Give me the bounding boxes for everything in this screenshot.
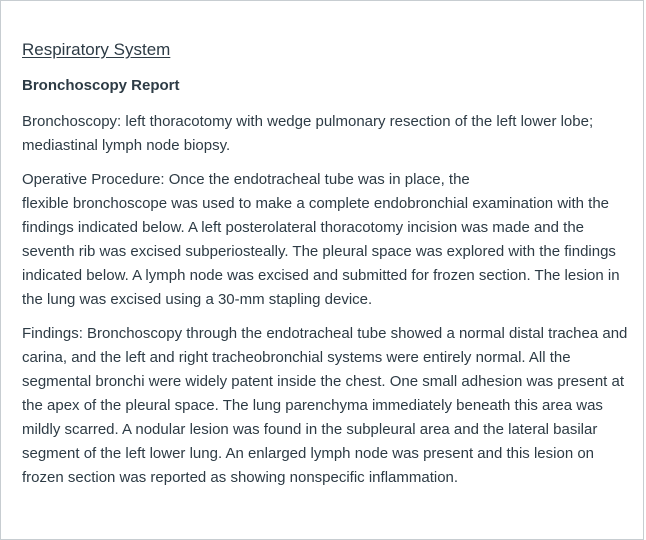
report-title: Bronchoscopy Report	[22, 77, 180, 94]
paragraph-findings: Findings: Bronchoscopy through the endotracheal tube showed a normal distal trachea and carina, and the left and right tracheobronchial systems were entirely normal. All the segmental bronchi were widely patent inside the chest. One small adhesion was present at the apex of the pleural space. The lung parenchyma immediately beneath this area was mildly scarred. A nodular lesion was found in the subpleural area and the lateral basilar segment of the left lower lung. An enlarged lymph node was present and this lesion on frozen section was reported as showing nonspecific inflammation.	[22, 325, 628, 486]
paragraph-bronchoscopy-summary: Bronchoscopy: left thoracotomy with wedge pulmonary resection of the left lower lobe; mediastinal lymph node biopsy.	[22, 113, 594, 154]
report-content	[22, 38, 632, 490]
paragraph-operative-procedure: Operative Procedure: Once the endotracheal tube was in place, the flexible bronchoscope was used to make a complete endobronchial examination with the findings indicated below. A left posterolateral thoracotomy incision was made and the seventh rib was excised subperiosteally. The pleural space was explored with the findings indicated below. A lymph node was excised and submitted for frozen section. The lesion in the lung was excised using a 30-mm stapling device.	[22, 171, 620, 308]
section-link-respiratory-system[interactable]: Respiratory System	[22, 40, 171, 59]
